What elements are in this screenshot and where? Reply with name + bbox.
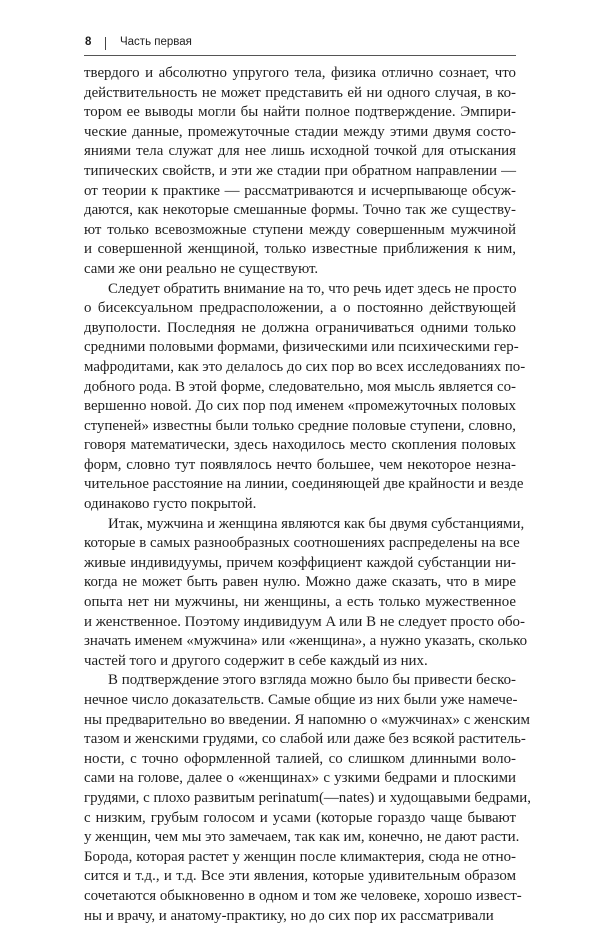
- running-head-title: Часть первая: [120, 36, 192, 48]
- text-line: грудями, с плохо развитым perinatum(—nates) и худощавыми бедрами,: [84, 789, 531, 806]
- text-line: когда не может быть равен нулю. Можно даже сказать, что в мире: [84, 574, 516, 591]
- text-line: которые в самых разнообразных соотношениях распределены на все: [84, 535, 520, 552]
- paragraph: [84, 280, 526, 515]
- text-line: сами же они реально не существуют.: [84, 260, 319, 277]
- text-line: ны и врачу, и анатому-практику, но до сих пор их рассматривали: [84, 907, 494, 924]
- text-line: сочетаются обыкновенно в одном и том же человеке, хорошо извест-: [84, 887, 522, 904]
- text-line: Борода, которая растет у женщин после климактерия, сюда не отно-: [84, 848, 516, 865]
- text-line: ности, с точно оформленной талией, со слишком длинными воло-: [84, 750, 516, 767]
- paragraph: [84, 671, 531, 926]
- text-line: ны предварительно во введении. Я напомню о «мужчинах» с женским: [84, 711, 530, 728]
- text-line: у женщин, чем мы это замечаем, так как им, конечно, не дают расти.: [84, 829, 520, 846]
- text-line: нечное число доказательств. Самые общие из них были уже намече-: [84, 692, 518, 708]
- running-header: [84, 33, 516, 51]
- text-line: Итак, мужчина и женщина являются как бы двумя субстанциями,: [108, 515, 525, 532]
- body-text: [84, 64, 531, 926]
- text-line: частей того и другого содержит в себе каждый из них.: [84, 652, 428, 669]
- text-line: значать именем «мужчина» или «женщина», а нужно указать, сколько: [84, 633, 528, 650]
- header-separator: [105, 37, 106, 50]
- text-line: действительность не может представить ей ни одного случая, в ко-: [84, 84, 516, 101]
- text-line: двуполости. Последняя не должна ограничиваться одними только: [84, 319, 516, 336]
- text-line: и совершенной женщиной, только известные приближения к ним,: [84, 241, 516, 258]
- text-line: ческие данные, промежуточные стадии между этими двумя состо-: [84, 123, 516, 140]
- text-line: ступеней» известны были только средние половые ступени, словно,: [84, 417, 516, 434]
- text-line: и женственное. Поэтому индивидуум A или B не следует просто обо-: [84, 613, 525, 630]
- text-line: добного рода. В этой форме, следовательно, моя мысль является со-: [84, 378, 516, 395]
- paragraph: [84, 515, 528, 672]
- text-line: ют только всевозможные ступени между совершенным мужчиной: [84, 221, 516, 238]
- text-line: яниями тела служат для нее лишь исходной точкой для отыскания: [84, 143, 516, 160]
- text-line: опыта нет ни мужчины, ни женщины, а есть только мужественное: [84, 594, 516, 611]
- header-rule: [84, 55, 516, 56]
- text-line: говоря математически, здесь находилось место скопления половых: [84, 437, 516, 454]
- text-line: чительное расстояние на линии, соединяющей две крайности и везде: [84, 476, 524, 493]
- text-line: о бисексуальном предрасположении, а о постоянно действующей: [84, 300, 516, 317]
- text-line: мафродитами, как это делалось до сих пор во всех исследованиях по-: [84, 358, 526, 375]
- text-line: форм, словно тут появлялось нечто большее, чем некоторое незна-: [84, 456, 516, 473]
- text-line: даются, как некоторые смешанные формы. Точно так же существу-: [84, 202, 516, 219]
- text-line: средними половыми формами, физическими или психическими гер-: [84, 339, 519, 356]
- text-line: твердого и абсолютно упругого тела, физика отлично сознает, что: [84, 65, 516, 81]
- page-number: 8: [85, 36, 92, 48]
- paragraph: [84, 64, 516, 280]
- text-line: одинаково густо покрытой.: [84, 496, 257, 513]
- text-line: В подтверждение этого взгляда можно было бы привести беско-: [108, 672, 516, 689]
- text-line: сами на голове, далее о «женщинах» с узкими бедрами и плоскими: [84, 770, 516, 787]
- text-line: тором ее выводы могли бы найти полное подтверждение. Эмпири-: [84, 104, 516, 121]
- text-line: с низким, грубым голосом и усами (которые гораздо чаще бывают: [84, 809, 516, 826]
- text-line: тазом и женскими грудями, со слабой или даже без всякой раститель-: [84, 731, 526, 748]
- text-line: живые индивидуумы, причем коэффициент каждой субстанции ни-: [84, 554, 516, 571]
- text-line: Следует обратить внимание на то, что речь идет здесь не просто: [108, 280, 517, 297]
- text-line: сится и т.д., и т.д. Все эти явления, которые удивительным образом: [84, 868, 516, 885]
- text-line: типических свойств, и эти же стадии при обратном направлении —: [84, 162, 516, 179]
- text-line: вершенно новой. До сих пор под именем «промежуточных половых: [84, 398, 516, 415]
- text-line: от теории к практике — рассматриваются и исчерпывающе обсуж-: [84, 182, 516, 199]
